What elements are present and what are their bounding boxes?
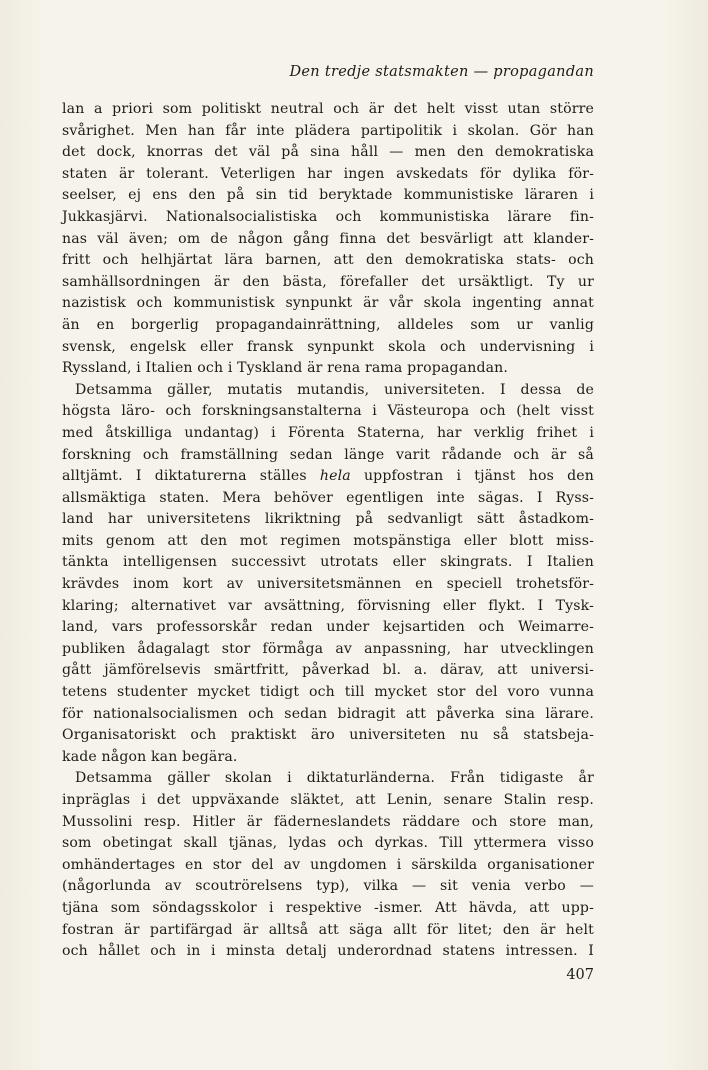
text-line: inpräglas i det uppväxande släktet, att Lenin, senare Stalin resp. (62, 792, 594, 808)
text-line: klaring; alternativet var avsättning, förvisning eller flykt. I Tysk- (62, 597, 594, 614)
text-line: staten är tolerant. Veterligen har ingen avskedats för dylika för- (62, 165, 594, 182)
page-number: 407 (566, 967, 594, 983)
text-line: land har universitetens likriktning på sedvanligt sätt åstadkom- (62, 511, 594, 528)
text-line: (någorlunda av scoutrörelsens typ), vilka — sit venia verbo — (62, 878, 594, 895)
body-text (62, 99, 594, 963)
text-line: och hållet och in i minsta detalj underordnad statens intressen. I (62, 943, 594, 960)
text-line: gått jämförelsevis smärtfritt, påverkad bl. a. därav, att universi- (62, 662, 594, 679)
text-line: nas väl även; om de någon gång finna det besvärligt att klander- (62, 230, 594, 247)
text-line: fostran är partifärgad är alltså att säga allt för litet; den är helt (62, 921, 594, 938)
text-line: svårighet. Men han får inte plädera partipolitik i skolan. Gör han (62, 122, 594, 139)
text-line: land, vars professorskår redan under kejsartiden och Weimarre- (62, 619, 594, 636)
text-line: omhändertages en stor del av ungdomen i särskilda organisationer (62, 856, 594, 873)
text-line: för nationalsocialismen och sedan bidragit att påverka sina lärare. (62, 705, 594, 722)
text-line: Mussolini resp. Hitler är fäderneslandets räddare och store man, (62, 813, 594, 830)
text-line: Ryssland, i Italien och i Tyskland är rena rama propagandan. (62, 360, 509, 377)
text-line: nazistisk och kommunistisk synpunkt är vår skola ingenting annat (62, 295, 594, 312)
text-line: publiken ådagalagt stor förmåga av anpassning, har utvecklingen (62, 640, 594, 657)
running-head: Den tredje statsmakten — propagandan (289, 64, 594, 80)
text-line: än en borgerlig propagandainrättning, alldeles som ur vanlig (62, 316, 594, 333)
text-line: alltjämt. I diktaturerna ställes hela uppfostran i tjänst hos den (62, 468, 595, 485)
text-line: högsta läro- och forskningsanstalterna i Västeuropa och (helt visst (62, 403, 594, 420)
emphasis: hela (319, 468, 351, 485)
text-line: tjäna som söndagsskolor i respektive -ismer. Att hävda, att upp- (62, 899, 594, 916)
text-line: Detsamma gäller skolan i diktaturländerna. Från tidigaste år (75, 770, 594, 787)
text-line: Organisatoriskt och praktiskt äro universiteten nu så statsbeja- (62, 727, 594, 744)
text-line: krävdes inom kort av universitetsmännen en speciell trohetsför- (62, 576, 594, 593)
text-line: lan a priori som politiskt neutral och är det helt visst utan större (62, 101, 594, 117)
text-line: mits genom att den mot regimen motspänstiga eller blott miss- (62, 532, 594, 549)
text-line: tänkta intelligensen successivt utrotats eller skingrats. I Italien (62, 554, 594, 571)
text-line: allsmäktiga staten. Mera behöver egentligen inte sägas. I Ryss- (62, 489, 594, 506)
text-line: Detsamma gäller, mutatis mutandis, universiteten. I dessa de (75, 381, 594, 398)
text-line: fritt och helhjärtat lära barnen, att den demokratiska stats- och (62, 252, 594, 269)
text-line: Jukkasjärvi. Nationalsocialistiska och kommunistiska lärare fin- (62, 208, 594, 225)
text-line: seelser, ej ens den på sin tid beryktade kommunistiske läraren i (62, 187, 594, 204)
text-line: tetens studenter mycket tidigt och till mycket stor del voro vunna (62, 684, 594, 701)
text-line: med åtskilliga undantag) i Förenta Staterna, har verklig frihet i (62, 424, 594, 441)
text-line: som obetingat skall tjänas, lydas och dyrkas. Till yttermera visso (62, 835, 594, 852)
text-line: svensk, engelsk eller fransk synpunkt skola och undervisning i (62, 338, 594, 355)
text-line: kade någon kan begära. (62, 748, 238, 765)
text-line: det dock, knorras det väl på sina håll — men den demokratiska (62, 144, 594, 161)
text-line: forskning och framställning sedan länge varit rådande och är så (62, 446, 594, 463)
text-line: samhällsordningen är den bästa, förefaller det ursäktligt. Ty ur (62, 273, 594, 290)
